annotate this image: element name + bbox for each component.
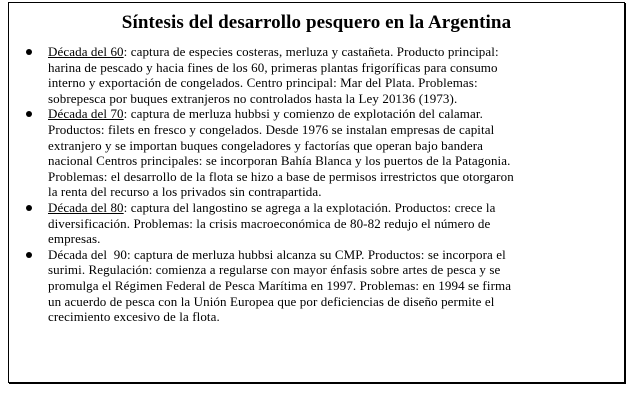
item-line: Problemas: el desarrollo de la flota se hizo a base de permisos irrestrictos que otorgaron bbox=[48, 168, 514, 184]
bullet-icon bbox=[26, 252, 32, 258]
item-line: promulga el Régimen Federal de Pesca Marítima en 1997. Problemas: en 1994 se firma bbox=[48, 277, 512, 293]
item-line: diversificación. Problemas: la crisis macroeconómica de 80-82 redujo el número de bbox=[48, 215, 491, 231]
item-line: Productos: filets en fresco y congelados. Desde 1976 se instalan empresas de capital bbox=[48, 121, 495, 137]
period-label: Década del 90 bbox=[48, 246, 127, 262]
bullet-icon bbox=[26, 49, 32, 55]
item-text: : captura de merluza hubbsi alcanza su CMP. Productos: se incorpora el bbox=[127, 246, 506, 262]
item-line: interno y exportación de congelados. Centro principal: Mar del Plata. Problemas: bbox=[48, 75, 478, 91]
item-line: la renta del recurso a los privados sin contrapartida. bbox=[48, 184, 322, 200]
decade-list bbox=[9, 44, 624, 325]
list-item-decade-80 bbox=[9, 200, 624, 247]
document-frame bbox=[8, 2, 625, 383]
item-line: crecimiento excesivo de la flota. bbox=[48, 309, 220, 325]
bullet-icon bbox=[26, 205, 32, 211]
list-item-decade-60 bbox=[9, 44, 624, 106]
item-line: harina de pescado y hacia fines de los 60, primeras plantas frigoríficas para consumo bbox=[48, 59, 498, 75]
item-line: empresas. bbox=[48, 231, 101, 247]
list-item-decade-90 bbox=[9, 247, 624, 325]
item-line bbox=[48, 247, 616, 263]
list-item-decade-70 bbox=[9, 106, 624, 200]
item-text: : captura del langostino se agrega a la explotación. Productos: crece la bbox=[123, 199, 496, 215]
item-line: extranjero y se importan buques congeladores y factorías que operan bajo bandera bbox=[48, 137, 484, 153]
item-line bbox=[48, 106, 616, 122]
item-line bbox=[48, 44, 616, 60]
item-line: un acuerdo de pesca con la Unión Europea que por deficiencias de diseño permite el bbox=[48, 293, 495, 309]
period-label: Década del 60 bbox=[48, 44, 124, 59]
period-label: Década del 70 bbox=[48, 106, 124, 122]
item-line: surimi. Regulación: comienza a regularse con mayor énfasis sobre artes de pesca y se bbox=[48, 262, 501, 278]
item-text: : captura de especies costeras, merluza y castañeta. Producto principal: bbox=[123, 44, 499, 59]
item-text: : captura de merluza hubbsi y comienzo de explotación del calamar. bbox=[123, 106, 483, 122]
item-line: sobrepesca por buques extranjeros no controlados hasta la Ley 20136 (1973). bbox=[48, 90, 458, 106]
document-title: Síntesis del desarrollo pesquero en la Argentina bbox=[121, 12, 512, 33]
period-label: Década del 80 bbox=[48, 199, 124, 215]
bullet-icon bbox=[26, 111, 32, 117]
item-line: nacional Centros principales: se incorporan Bahía Blanca y los puertos de la Patagonia. bbox=[48, 153, 511, 169]
item-line bbox=[48, 200, 616, 216]
